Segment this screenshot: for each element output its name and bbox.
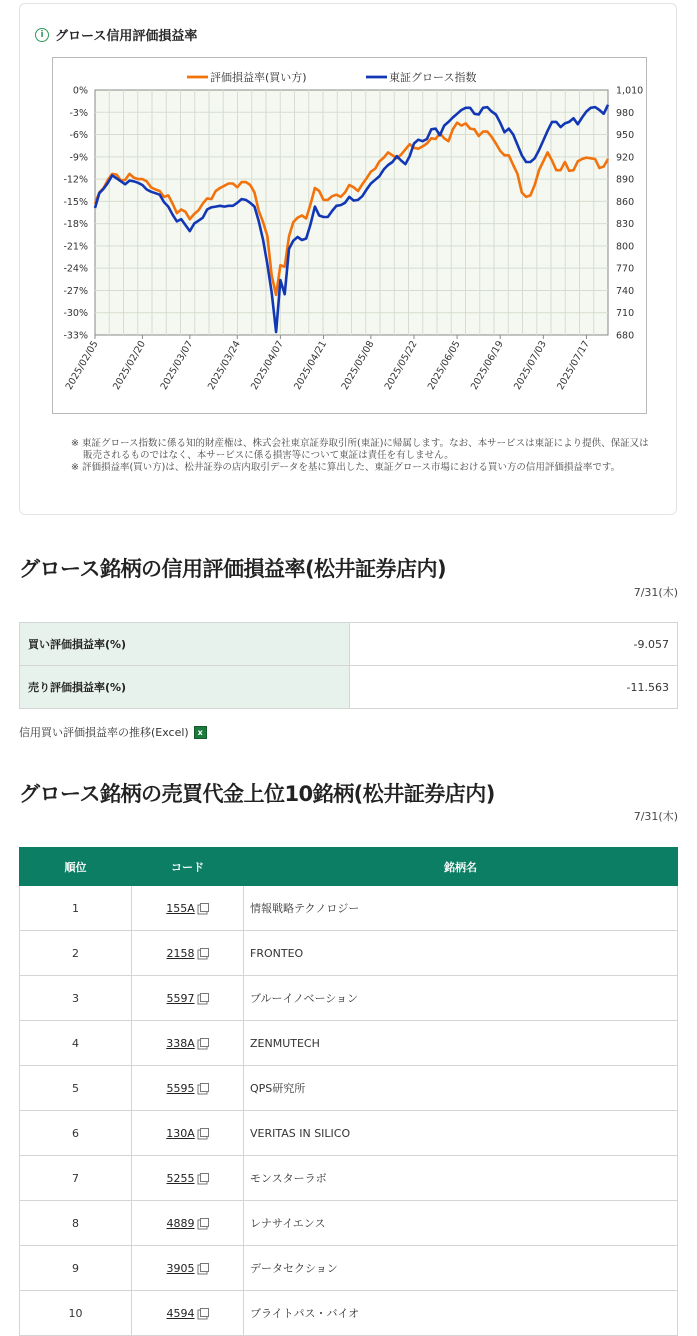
rank-cell: 10 (20, 1291, 132, 1336)
chart-section-title (35, 25, 197, 44)
y-right-tick-label: 950 (616, 130, 635, 142)
x-tick-label: 2025/04/07 (249, 339, 286, 392)
chart-card (19, 3, 677, 515)
ranking-section-title: グロース銘柄の売買代金上位10銘柄(松井証券店内) (19, 782, 495, 806)
stock-name-cell: データセクション (244, 1246, 678, 1291)
y-left-tick-label: -33% (63, 330, 88, 342)
stock-code-link[interactable]: 4594 (166, 1306, 195, 1320)
buy-rate-value: -9.057 (350, 623, 678, 666)
copy-icon[interactable] (200, 1263, 209, 1272)
chart-container (52, 57, 647, 414)
table-header-row (20, 848, 678, 886)
chart-note-2: ※ 評価損益率(買い方)は、松井証券の店内取引データを基に算出した、東証グロース市場における買い方の信用評価損益率です。 (71, 462, 621, 473)
copy-icon[interactable] (200, 1308, 209, 1317)
table-row (20, 1021, 678, 1066)
chart-section-title-text: グロース信用評価損益率 (55, 29, 198, 44)
buy-rate-label: 買い評価損益率(%) (20, 623, 350, 666)
x-tick-label: 2025/02/20 (111, 339, 149, 392)
stock-name-cell: ZENMUTECH (244, 1021, 678, 1066)
legend-label-index: 東証グロース指数 (389, 71, 477, 84)
rank-cell: 2 (20, 931, 132, 976)
excel-download-link[interactable] (19, 724, 207, 740)
table-row (20, 666, 678, 709)
rate-section-date: 7/31(木) (633, 586, 678, 599)
excel-file-icon[interactable]: x (194, 726, 207, 739)
y-left-tick-label: -9% (69, 152, 88, 164)
stock-name-cell: VERITAS IN SILICO (244, 1111, 678, 1156)
y-right-tick-label: 920 (616, 152, 635, 164)
header-code: コード (132, 848, 244, 886)
y-right-tick-label: 710 (616, 308, 635, 320)
copy-icon[interactable] (200, 1218, 209, 1227)
table-row (20, 976, 678, 1021)
y-right-tick-label: 1,010 (616, 85, 644, 97)
stock-code-link[interactable]: 5597 (166, 991, 195, 1005)
rank-cell: 6 (20, 1111, 132, 1156)
y-left-tick-label: -3% (69, 107, 88, 119)
code-cell (132, 1156, 244, 1201)
y-left-tick-label: -21% (63, 241, 88, 253)
code-cell (132, 1111, 244, 1156)
code-cell (132, 931, 244, 976)
table-row (20, 623, 678, 666)
x-tick-label: 2025/04/21 (292, 339, 330, 392)
y-right-tick-label: 980 (616, 107, 635, 119)
copy-icon[interactable] (200, 903, 209, 912)
y-right-tick-label: 860 (616, 196, 635, 208)
rank-cell: 8 (20, 1201, 132, 1246)
y-right-tick-label: 680 (616, 330, 635, 342)
ranking-section-date: 7/31(木) (633, 810, 678, 823)
legend-label-rate: 評価損益率(買い方) (210, 71, 307, 84)
x-tick-label: 2025/05/22 (382, 339, 420, 392)
y-left-tick-label: -12% (63, 174, 88, 186)
x-tick-label: 2025/03/07 (158, 339, 196, 392)
stock-code-link[interactable]: 2158 (166, 946, 195, 960)
stock-code-link[interactable]: 5595 (166, 1081, 195, 1095)
header-rank: 順位 (20, 848, 132, 886)
stock-code-link[interactable]: 130A (166, 1126, 195, 1140)
y-right-tick-label: 770 (616, 263, 635, 275)
table-row (20, 1201, 678, 1246)
stock-code-link[interactable]: 5255 (166, 1171, 195, 1185)
code-cell (132, 1066, 244, 1111)
x-tick-label: 2025/03/24 (205, 339, 243, 392)
info-icon[interactable]: i (35, 28, 49, 42)
line-chart (53, 58, 646, 413)
stock-name-cell: モンスターラボ (244, 1156, 678, 1201)
stock-name-cell: ブライトパス・バイオ (244, 1291, 678, 1336)
table-row (20, 1156, 678, 1201)
rate-section-title: グロース銘柄の信用評価損益率(松井証券店内) (19, 557, 447, 581)
y-left-tick-label: -18% (63, 219, 88, 231)
ranking-table (19, 847, 678, 1336)
code-cell (132, 1021, 244, 1066)
copy-icon[interactable] (200, 1173, 209, 1182)
table-row (20, 1246, 678, 1291)
y-right-tick-label: 800 (616, 241, 635, 253)
y-right-tick-label: 740 (616, 285, 635, 297)
rank-cell: 3 (20, 976, 132, 1021)
stock-name-cell: レナサイエンス (244, 1201, 678, 1246)
rate-table (19, 622, 678, 709)
copy-icon[interactable] (200, 948, 209, 957)
code-cell (132, 886, 244, 931)
excel-link-label[interactable]: 信用買い評価損益率の推移(Excel) (19, 726, 189, 739)
chart-note-1: ※ 東証グロース指数に係る知的財産権は、株式会社東京証券取引所(東証)に帰属します。なお、本サービスは東証により提供、保証又は販売されるものではなく、本サービスに係る損害等について東証は責任を有しません。 (71, 438, 649, 461)
stock-code-link[interactable]: 155A (166, 901, 195, 915)
copy-icon[interactable] (200, 993, 209, 1002)
stock-code-link[interactable]: 4889 (166, 1216, 195, 1230)
copy-icon[interactable] (200, 1128, 209, 1137)
stock-code-link[interactable]: 338A (166, 1036, 195, 1050)
rank-cell: 9 (20, 1246, 132, 1291)
x-tick-label: 2025/07/03 (512, 339, 549, 392)
y-left-tick-label: -24% (63, 263, 88, 275)
stock-code-link[interactable]: 3905 (166, 1261, 195, 1275)
x-tick-label: 2025/02/05 (63, 339, 101, 392)
sell-rate-value: -11.563 (350, 666, 678, 709)
y-left-tick-label: 0% (72, 85, 88, 97)
y-left-tick-label: -30% (63, 308, 88, 320)
y-left-tick-label: -15% (63, 196, 88, 208)
table-row (20, 931, 678, 976)
y-left-tick-label: -27% (63, 285, 88, 297)
x-tick-label: 2025/06/19 (468, 339, 506, 392)
table-row (20, 1111, 678, 1156)
table-row (20, 1291, 678, 1336)
code-cell (132, 976, 244, 1021)
code-cell (132, 1246, 244, 1291)
table-row (20, 1066, 678, 1111)
x-tick-label: 2025/07/17 (555, 339, 593, 392)
stock-name-cell: FRONTEO (244, 931, 678, 976)
copy-icon[interactable] (200, 1083, 209, 1092)
code-cell (132, 1291, 244, 1336)
chart-notes (71, 438, 651, 474)
code-cell (132, 1201, 244, 1246)
y-right-tick-label: 830 (616, 219, 635, 231)
header-name: 銘柄名 (244, 848, 678, 886)
rank-cell: 7 (20, 1156, 132, 1201)
stock-name-cell: QPS研究所 (244, 1066, 678, 1111)
sell-rate-label: 売り評価損益率(%) (20, 666, 350, 709)
x-tick-label: 2025/06/05 (425, 339, 463, 392)
stock-name-cell: ブルーイノベーション (244, 976, 678, 1021)
rank-cell: 1 (20, 886, 132, 931)
stock-name-cell: 情報戦略テクノロジー (244, 886, 678, 931)
x-tick-label: 2025/05/08 (339, 339, 377, 392)
table-row (20, 886, 678, 931)
rank-cell: 5 (20, 1066, 132, 1111)
copy-icon[interactable] (200, 1038, 209, 1047)
y-left-tick-label: -6% (69, 130, 88, 142)
rank-cell: 4 (20, 1021, 132, 1066)
y-right-tick-label: 890 (616, 174, 635, 186)
